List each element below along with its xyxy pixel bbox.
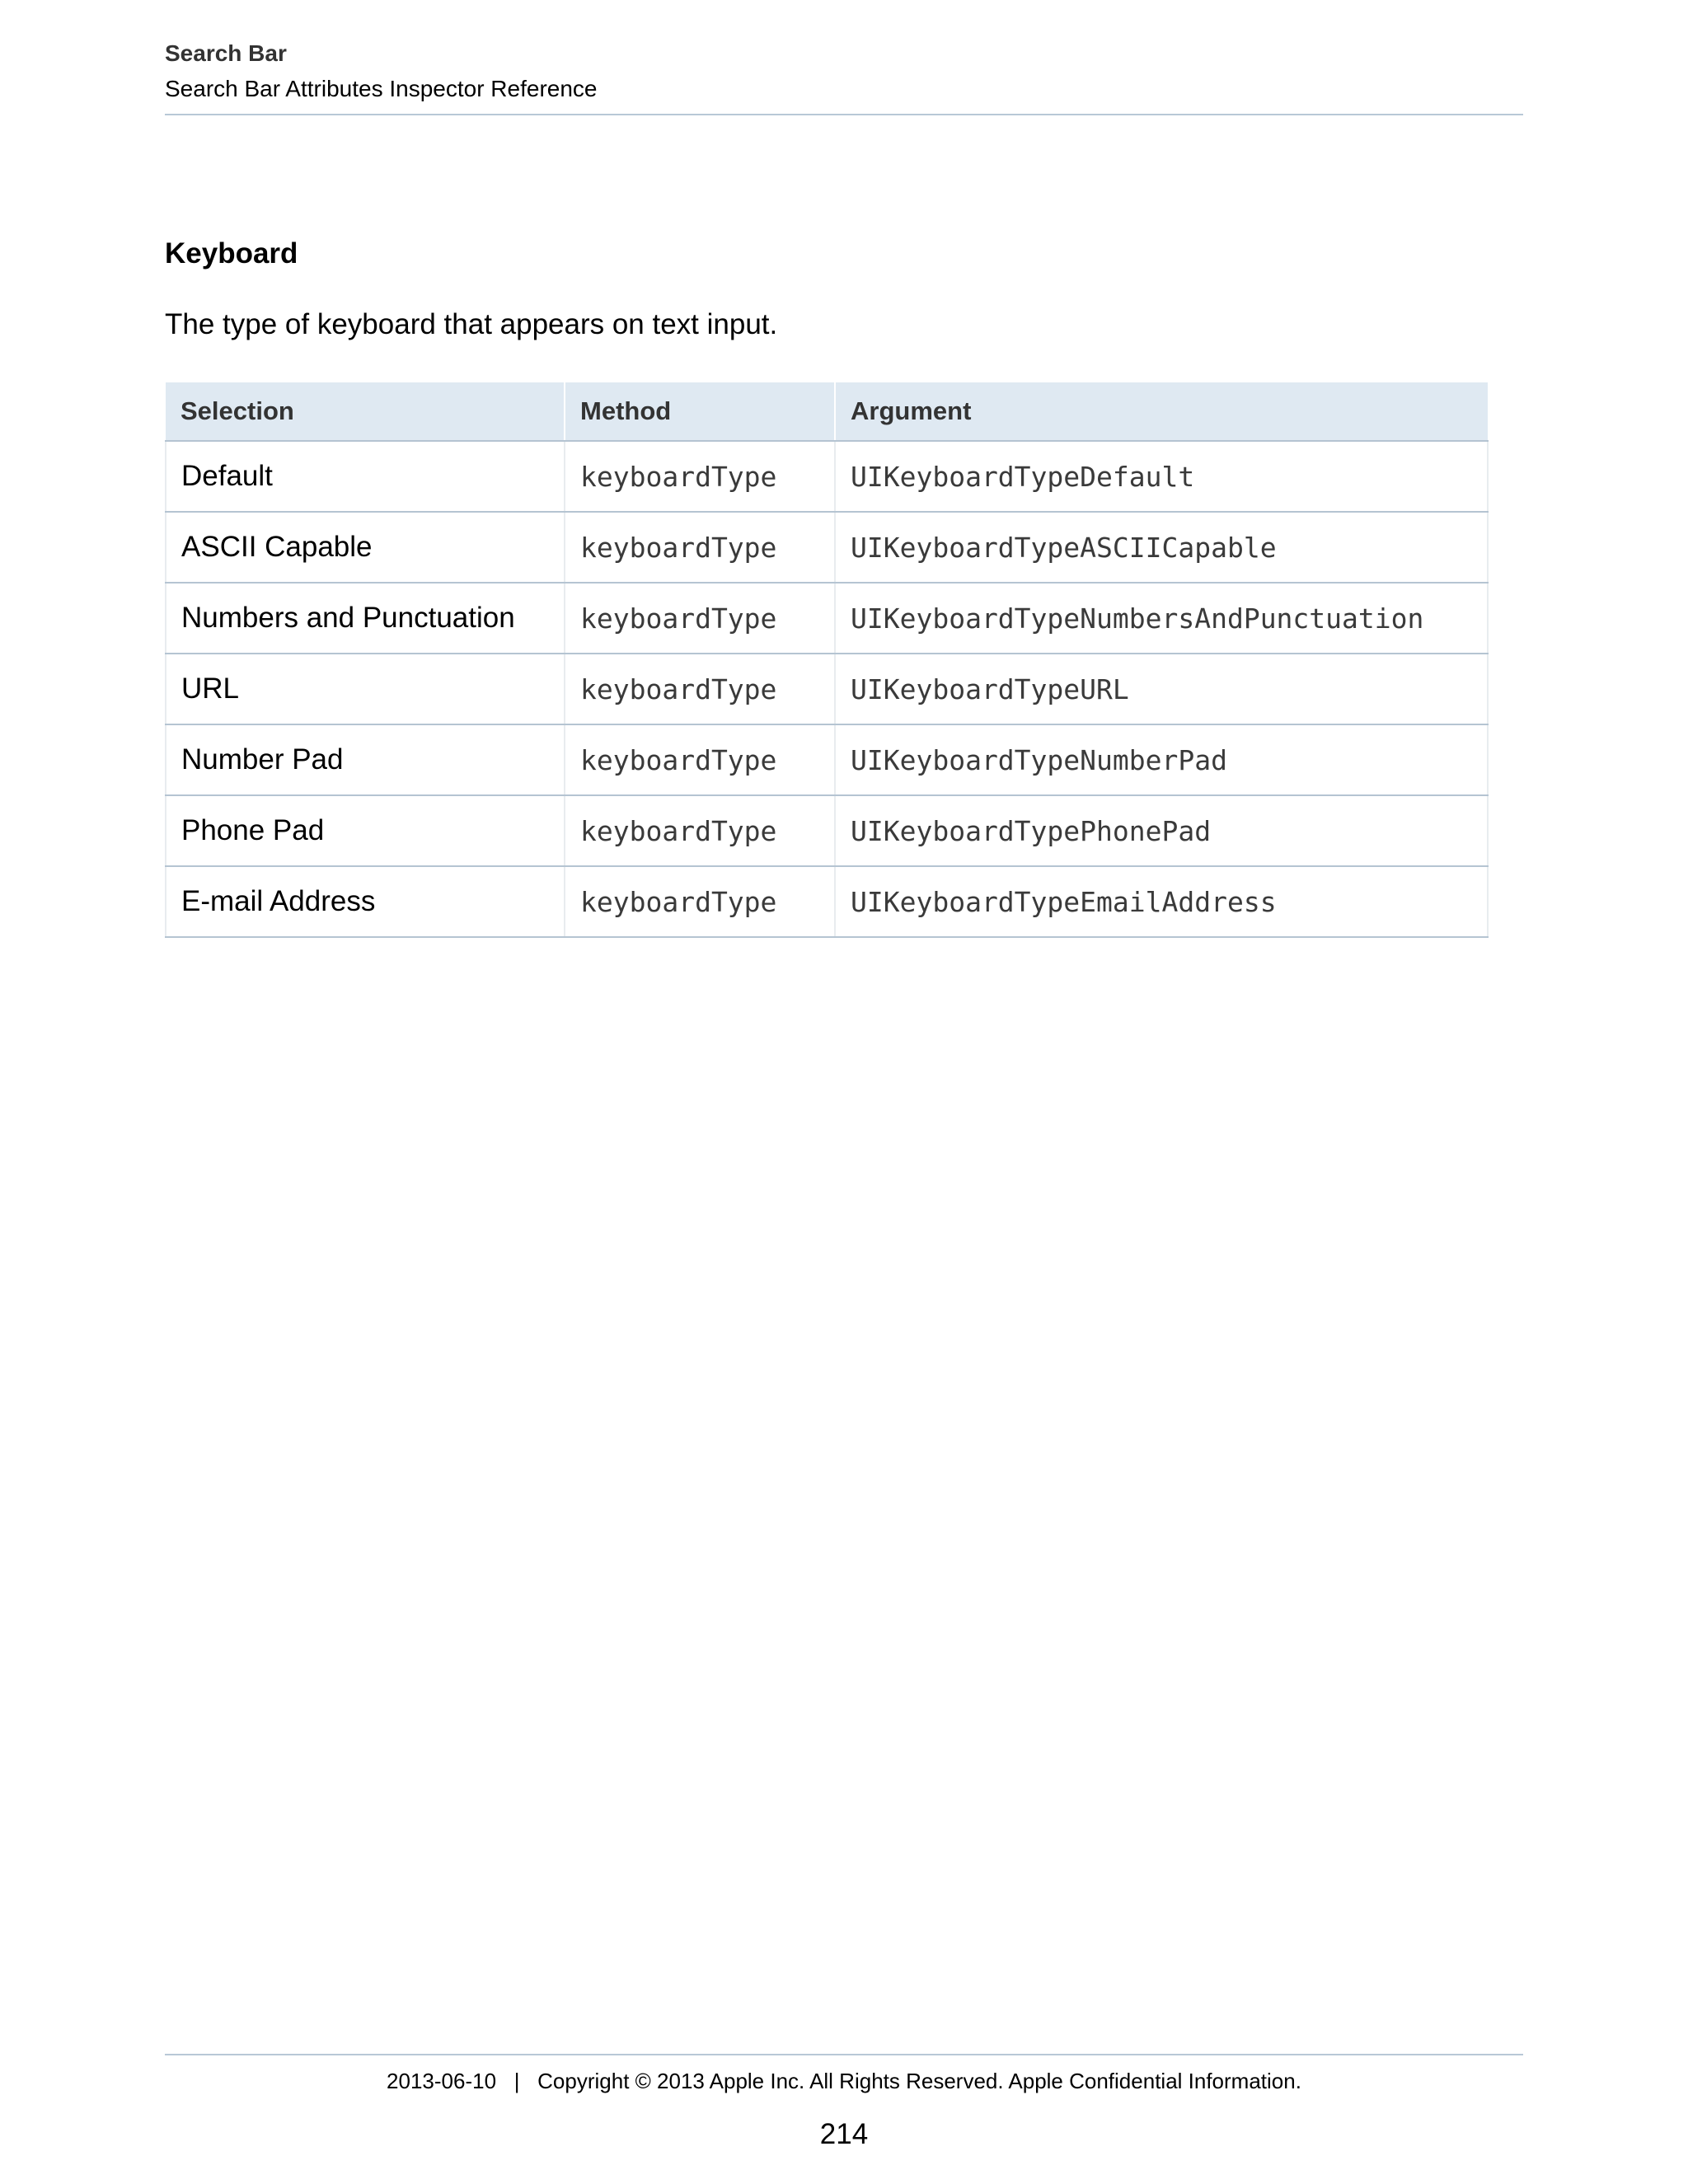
footer-divider (165, 2054, 1523, 2055)
table-row (166, 441, 1488, 512)
argument-cell: UIKeyboardTypePhonePad (835, 795, 1488, 866)
method-cell: keyboardType (565, 583, 835, 654)
column-header-method: Method (565, 382, 835, 441)
keyboard-type-table (165, 382, 1489, 938)
column-header-selection: Selection (166, 382, 565, 441)
table-row (166, 512, 1488, 583)
method-cell: keyboardType (565, 441, 835, 512)
header-chapter-title: Search Bar (165, 40, 287, 66)
footer-copyright: 2013-06-10 | Copyright © 2013 Apple Inc. All Rights Reserved. Apple Confidential Information. (387, 2069, 1301, 2093)
header-section-title: Search Bar Attributes Inspector Reference (165, 76, 598, 101)
selection-cell: Phone Pad (166, 795, 565, 866)
method-cell: keyboardType (565, 866, 835, 937)
method-cell: keyboardType (565, 654, 835, 724)
argument-cell: UIKeyboardTypeEmailAddress (835, 866, 1488, 937)
selection-cell: URL (166, 654, 565, 724)
section-description: The type of keyboard that appears on text input. (165, 308, 778, 340)
page-number: 214 (819, 2118, 869, 2150)
selection-cell: Number Pad (166, 724, 565, 795)
method-cell: keyboardType (565, 795, 835, 866)
method-cell: keyboardType (565, 724, 835, 795)
argument-cell: UIKeyboardTypeNumberPad (835, 724, 1488, 795)
section-heading: Keyboard (165, 237, 298, 269)
selection-cell: E-mail Address (166, 866, 565, 937)
header-divider (165, 114, 1523, 115)
argument-cell: UIKeyboardTypeASCIICapable (835, 512, 1488, 583)
column-header-argument: Argument (835, 382, 1488, 441)
argument-cell: UIKeyboardTypeURL (835, 654, 1488, 724)
table-row (166, 724, 1488, 795)
method-cell: keyboardType (565, 512, 835, 583)
table-row (166, 866, 1488, 937)
selection-cell: Numbers and Punctuation (166, 583, 565, 654)
page-header (165, 40, 1523, 104)
selection-cell: ASCII Capable (166, 512, 565, 583)
table-row (166, 654, 1488, 724)
table-row (166, 795, 1488, 866)
argument-cell: UIKeyboardTypeNumbersAndPunctuation (835, 583, 1488, 654)
argument-cell: UIKeyboardTypeDefault (835, 441, 1488, 512)
table-header-row (166, 382, 1488, 441)
table-row (166, 583, 1488, 654)
selection-cell: Default (166, 441, 565, 512)
